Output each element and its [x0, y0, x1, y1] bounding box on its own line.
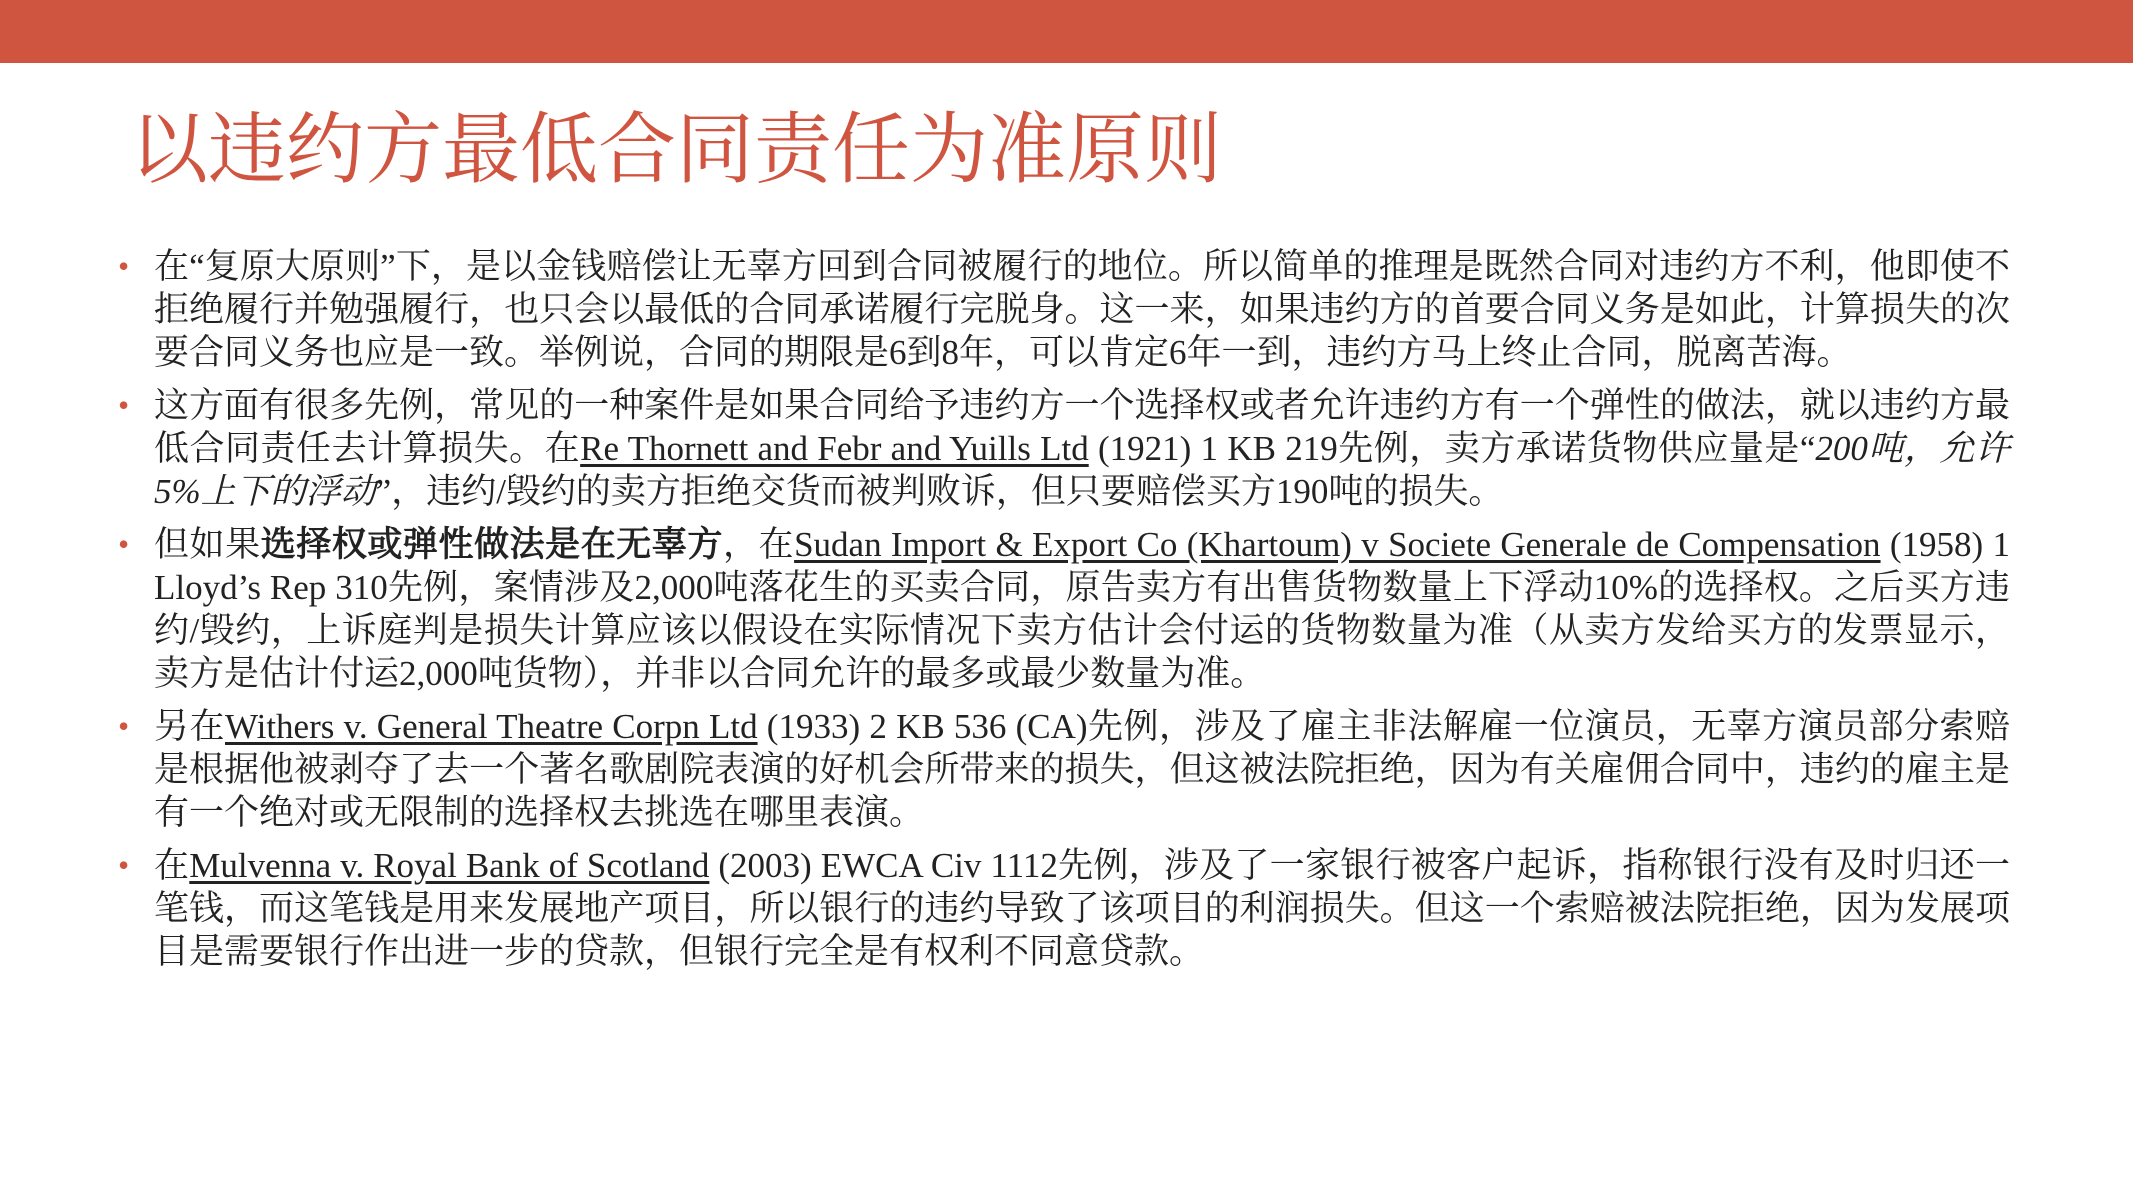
bullet-icon: • [118, 708, 130, 744]
quoted-term: 200吨，允许5%上下的浮动 [154, 429, 2010, 511]
bullet-icon: • [118, 248, 130, 284]
bullet-text: 另在 [154, 707, 225, 746]
bullet-text: 这方面有很多先例，常见的一种案件是如果合同给予违约方一个选择权或者允许违约方有一个弹性的做法，就以违约方最低合同责任去计算损失。在 [154, 386, 2010, 468]
bullet-item-5 [118, 844, 2010, 973]
bullet-text: (1933) 2 KB 536 (CA)先例，涉及了雇主非法解雇一位演员，无辜方演员部分索赔是根据他被剥夺了去一个著名歌剧院表演的好机会所带来的损失，但这被法院拒绝，因为有关雇佣合同中，违约的雇主是有一个绝对或无限制的选择权去挑选在哪里表演。 [154, 707, 2010, 832]
bullet-item-3 [118, 523, 2010, 695]
bullet-text: (1958) 1 Lloyd’s Rep 310先例，案情涉及2,000吨落花生的买卖合同，原告卖方有出售货物数量上下浮动10%的选择权。之后买方违约/毁约，上诉庭判是损失计算应该以假设在实际情况下卖方估计会付运的货物数量为准（从卖方发给买方的发票显示，卖方是估计付运2,000吨货物），并非以合同允许的最多或最少数量为准。 [154, 525, 2010, 693]
top-accent-band [0, 0, 2133, 63]
bullet-text: ，在 [722, 525, 795, 564]
case-citation: Withers v. General Theatre Corpn Ltd [224, 707, 758, 746]
case-citation: Mulvenna v. Royal Bank of Scotland [189, 846, 710, 885]
bullet-item-2 [118, 384, 2010, 513]
case-citation: Sudan Import & Export Co (Khartoum) v Societe Generale de Compensation [794, 525, 1881, 564]
bullet-text: 在 [154, 846, 190, 885]
bullet-text: (1921) 1 KB 219先例，卖方承诺货物供应量是“ [1088, 429, 1816, 468]
bullet-icon: • [118, 526, 130, 562]
bullet-item-1 [118, 245, 2010, 374]
slide-title: 以违约方最低合同责任为准原则 [130, 105, 1223, 195]
bullet-text: 但如果 [154, 525, 261, 564]
bullet-icon: • [118, 847, 130, 883]
bullet-text: (2003) EWCA Civ 1112先例，涉及了一家银行被客户起诉，指称银行没有及时归还一笔钱，而这笔钱是用来发展地产项目，所以银行的违约导致了该项目的利润损失。但这一个索赔被法院拒绝，因为发展项目是需要银行作出进一步的贷款，但银行完全是有权利不同意贷款。 [154, 846, 2010, 971]
emphasis-text: 选择权或弹性做法是在无辜方 [260, 525, 723, 564]
case-citation: Re Thornett and Febr and Yuills Ltd [580, 429, 1089, 468]
bullet-icon: • [118, 387, 130, 423]
bullet-list [118, 245, 2010, 983]
bullet-text: 在“复原大原则”下，是以金钱赔偿让无辜方回到合同被履行的地位。所以简单的推理是既然合同对违约方不利，他即使不拒绝履行并勉强履行，也只会以最低的合同承诺履行完脱身。这一来，如果违约方的首要合同义务是如此，计算损失的次要合同义务也应是一致。举例说，合同的期限是6到8年，可以肯定6年一到，违约方马上终止合同，脱离苦海。 [154, 247, 2010, 372]
bullet-text: ”，违约/毁约的卖方拒绝交货而被判败诉，但只要赔偿买方190吨的损失。 [375, 472, 1504, 511]
bullet-item-4 [118, 705, 2010, 834]
